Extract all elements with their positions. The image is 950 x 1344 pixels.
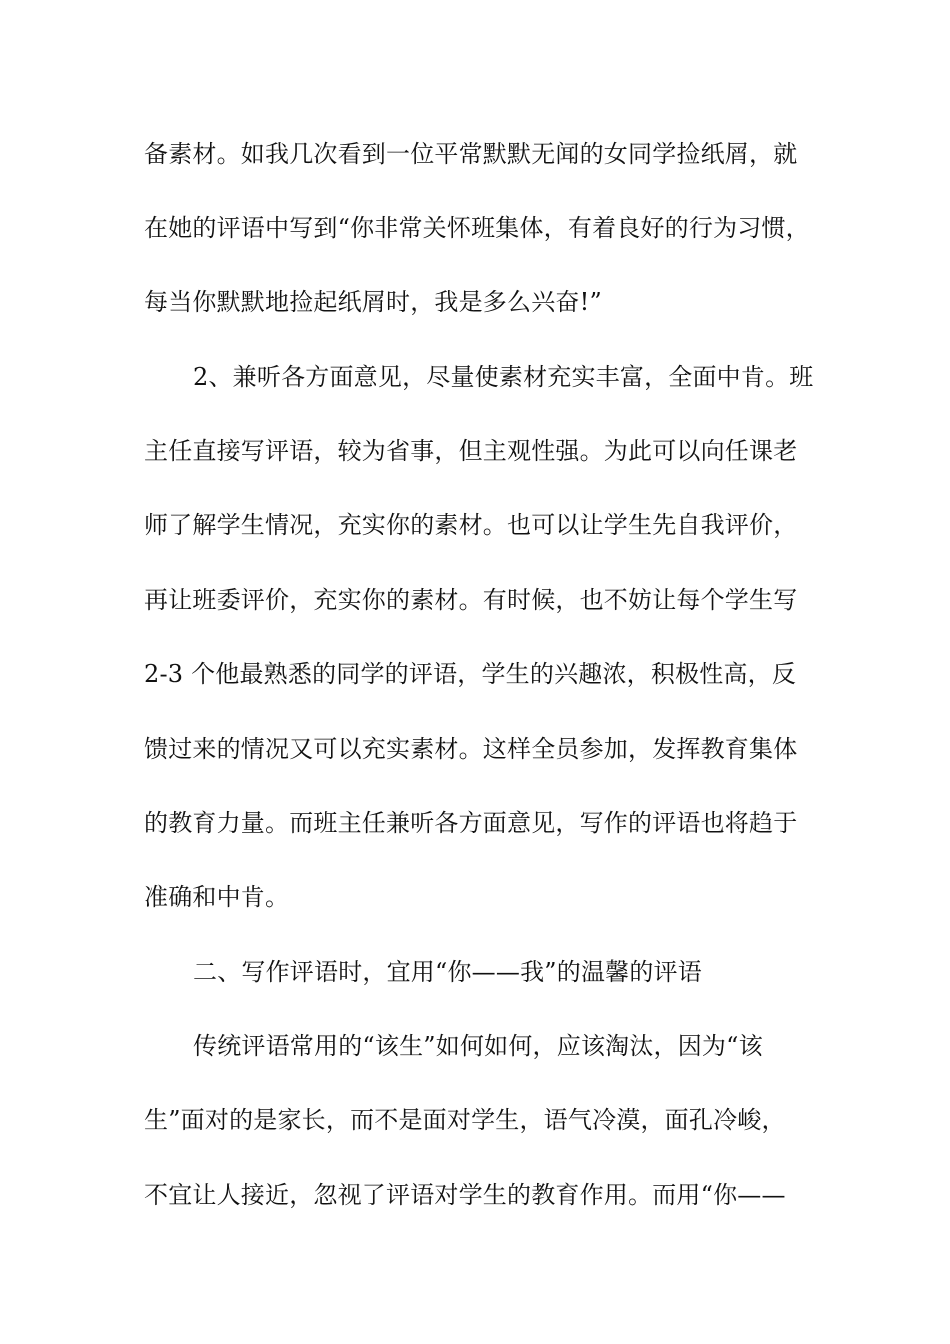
text-line: 师了解学生情况，充实你的素材。也可以让学生先自我评价， <box>144 511 798 539</box>
paragraph-heading-line: 2、兼听各方面意见，尽量使素材充实丰富，全面中肯。班 <box>193 363 814 391</box>
text-line: 生”面对的是家长，而不是面对学生，语气冷漠，面孔冷峻， <box>144 1106 786 1134</box>
text-line: 的教育力量。而班主任兼听各方面意见，写作的评语也将趋于 <box>144 809 798 837</box>
text-line: 主任直接写评语，较为省事，但主观性强。为此可以向任课老 <box>144 437 798 465</box>
text-line: 2-3 个他最熟悉的同学的评语，学生的兴趣浓，积极性高，反 <box>144 660 797 688</box>
text-line: 每当你默默地捡起纸屑时，我是多么兴奋!” <box>144 288 602 316</box>
text-line: 馈过来的情况又可以充实素材。这样全员参加，发挥教育集体 <box>144 735 798 763</box>
text-line: 不宜让人接近，忽视了评语对学生的教育作用。而用“你—— <box>144 1181 786 1209</box>
text-line: 再让班委评价，充实你的素材。有时候，也不妨让每个学生写 <box>144 586 798 614</box>
text-line: 传统评语常用的“该生”如何如何，应该淘汰，因为“该 <box>193 1032 763 1060</box>
text-line: 在她的评语中写到“你非常关怀班集体，有着良好的行为习惯， <box>144 214 810 242</box>
text-line: 备素材。如我几次看到一位平常默默无闻的女同学捡纸屑，就 <box>144 140 798 168</box>
text-line: 准确和中肯。 <box>144 883 290 911</box>
section-heading: 二、写作评语时，宜用“你——我”的温馨的评语 <box>193 958 702 986</box>
